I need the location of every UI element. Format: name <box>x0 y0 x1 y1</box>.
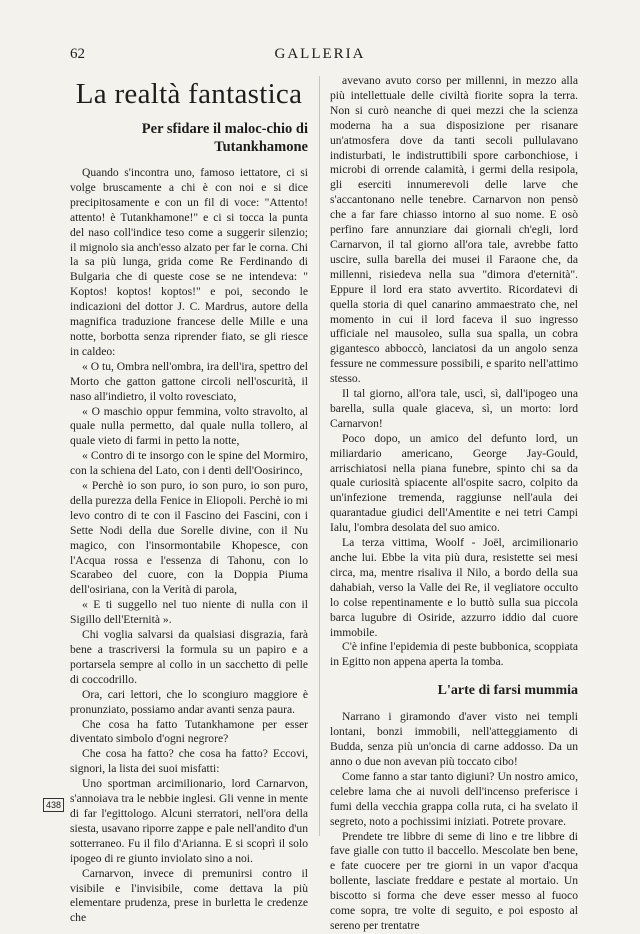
paragraph: Chi voglia salvarsi da qualsiasi disgrazia, farà bene a trascriversi la formula su un papiro e a portarsela sempre al collo in un sacchetto di pelle di coccodrillo. <box>70 628 308 686</box>
article-title: La realtà fantastica <box>75 78 303 110</box>
paragraph: Carnarvon, invece di premunirsi contro il visibile e l'invisibile, come dettava la più elementare prudenza, prese in burletta le credenze che <box>70 866 308 925</box>
right-column <box>330 74 578 934</box>
paragraph: avevano avuto corso per millenni, in mezzo alla più intellettuale delle civiltà fiorite sopra la terra. Non si curò neanche di quei mezzi che la scienza moderna ha a sua disposizione per risanare un'atmosfera dove da tanti secoli pullulavano indisturbati, le indistruttibili spore carbonchiose, i microbi di orrende calamità, i germi della resipola, gli eserciti innumerevoli delle larve che s'accantonano nelle tenebre. Carnarvon non pensò che a far fare chiasso intorno al suo nome. E osò perfino fare annunziare dai giornali ch'egli, lord Carnarvon, il tal giorno all'ora tale, avrebbe fatto uscire, sulla barella dei musei il Faraone che, da millenni, risiedeva nella sua "dimora d'eternità". Eppure il lord era stato avvertito. Ricordatevi di quella storia di quel canarino ammaestrato che, nel momento in cui il lord faceva il suo ingresso ufficiale nel mausoleo, sulla sua spalla, un cobra gigantesco abboccò, lanciatosi da un angolo senza fessure ne commessure possibili, e sparito nell'attimo stesso. <box>330 74 578 386</box>
paragraph: Poco dopo, un amico del defunto lord, un miliardario americano, George Jay-Gould, arrischiatosi nella piana funebre, spinto chi sa da quale curiosità spiacente all'ospite sacro, colpito da un'infezione tremenda, raggiunse nell'aula dei quarantadue giudici dell'Amentite e nei tetri Campi Ialu, l'ombra desolata del suo amico. <box>330 431 578 535</box>
section-title: L'arte di farsi mummia <box>437 683 578 699</box>
archive-stamp: 438 <box>43 798 64 812</box>
paragraph: C'è infine l'epidemia di peste bubbonica, scoppiata in Egitto non appena aperta la tomba. <box>330 640 578 669</box>
paragraph: Narrano i giramondo d'aver visto nei templi lontani, bonzi immobili, nell'atteggiamento di Budda, senza più un'oncia di carne addosso. Da un anno o due non avevan più toccato cibo! <box>330 710 578 768</box>
paragraph: Ora, cari lettori, che lo scongiuro maggiore è pronunziato, possiamo andar avanti senza paura. <box>70 687 308 716</box>
paragraph: « Perchè io son puro, io son puro, io son puro, della purezza della Fenice in Eliopoli. Perchè io mi levo contro di te con il Fascino dei Fascini, con i Sette Nodi della due Sorelle divine, con il Nu magico, con l'insormontabile Khopesce, con l'Acqua rossa e l'essenza di Tahonu, con lo Scarabeo del cuore, con la Doppia Piuma dell'osiriana, con la Verità di parola, <box>70 479 308 597</box>
paragraph: « E ti suggello nel tuo niente di nulla con il Sigillo dell'Eternità ». <box>70 598 308 627</box>
section-body <box>330 710 578 934</box>
left-column <box>70 74 308 926</box>
left-column-body <box>70 166 308 926</box>
right-column-body <box>330 74 578 670</box>
paragraph: Che cosa ha fatto Tutankhamone per esser diventato simbolo d'ogni negrore? <box>70 717 308 746</box>
paragraph: La terza vittima, Woolf - Joël, arcimilionario anche lui. Ebbe la vita più dura, resistette sei mesi circa, ma, mentre risaliva il Nilo, a bordo della sua dahabiah, verso la Valle dei Re, il vegliatore occulto lo colse repentinamente e lo buttò sulla sua piccola barca lugubre di Osiride, azzurro iddio dal cuore immobile. <box>330 536 578 639</box>
paragraph: Il tal giorno, all'ora tale, uscì, sì, dall'ipogeo una barella, sulla quale giaceva, sì, un morto: lord Carnarvon! <box>330 387 578 430</box>
paragraph: « O tu, Ombra nell'ombra, ira dell'ira, spettro del Morto che gatton gattone circoli nell'oscurità, il naso all'indietro, il volto rovesciato, <box>70 359 309 403</box>
paragraph: Come fanno a star tanto digiuni? Un nostro amico, celebre lama che ai nuvoli dell'incenso preferisce i fumi della vecchia grappa colla ruta, ci ha svelato il segreto, noto a pochissimi iniziati. Potrete provare. <box>330 769 578 828</box>
page-number: 62 <box>70 46 85 62</box>
paragraph: Che cosa ha fatto? che cosa ha fatto? Eccovi, signori, la lista dei suoi misfatti: <box>70 747 308 776</box>
article-subtitle: Per sfidare il maloc-chio di Tutankhamone <box>141 121 308 155</box>
paragraph: « O maschio oppur femmina, volto stravolto, al quale nulla permetto, dal quale nulla tollero, al quale vieto di farmi in petto la notte, <box>70 404 308 448</box>
paragraph: Quando s'incontra uno, famoso iettatore, ci si volge bruscamente a chi è con noi e si dice precipitosamente e con un fil di voce: "Attento! attento! è Tutankhamone!" e ci si tocca la punta del naso coll'indice teso come a suggerir silenzio; il mignolo sia anch'esso alzato per far le corna. Chi la sa più lunga, grida come Re Ferdinando di Bulgaria che di queste cose se ne intendeva: " Koptos! koptos! koptos!" e poi, secondo le indicazioni del dottor J. C. Mardrus, autore della magnifica traduzione francese delle Mille e una notte, borbotta senza riprender fiato, se gli riesce in caldeo: <box>70 166 308 358</box>
paragraph: « Contro di te insorgo con le spine del Mormiro, con la schiena del Lato, con i denti dell'Oosirinco, <box>70 449 308 478</box>
paragraph: Uno sportman arcimilionario, lord Carnarvon, s'annoiava tra le nebbie inglesi. Gli venne in mente di far l'egittologo. Alcuni sterratori, nell'ora della siesta, usavano riporre zappe e pale nell'andito d'un sotterraneo. Fu il filo d'Arianna. E si scoprì il solo ipogeo di re giunto inviolato sino a noi. <box>70 777 308 865</box>
paragraph: Prendete tre libbre di seme di lino e tre libbre di fave gialle con tutto il baccello. Mescolate ben bene, e fate cuocere per tre giorni in un vapor d'acqua bollente, lasciate freddare e pestate al mortaio. Un biscotto si forma che deve esser messo al fuoco come sopra, tre volte di seguito, e poi esposto al sereno per trentatre <box>330 829 578 932</box>
column-divider <box>319 76 320 836</box>
magazine-title: GALLERIA <box>274 46 366 62</box>
